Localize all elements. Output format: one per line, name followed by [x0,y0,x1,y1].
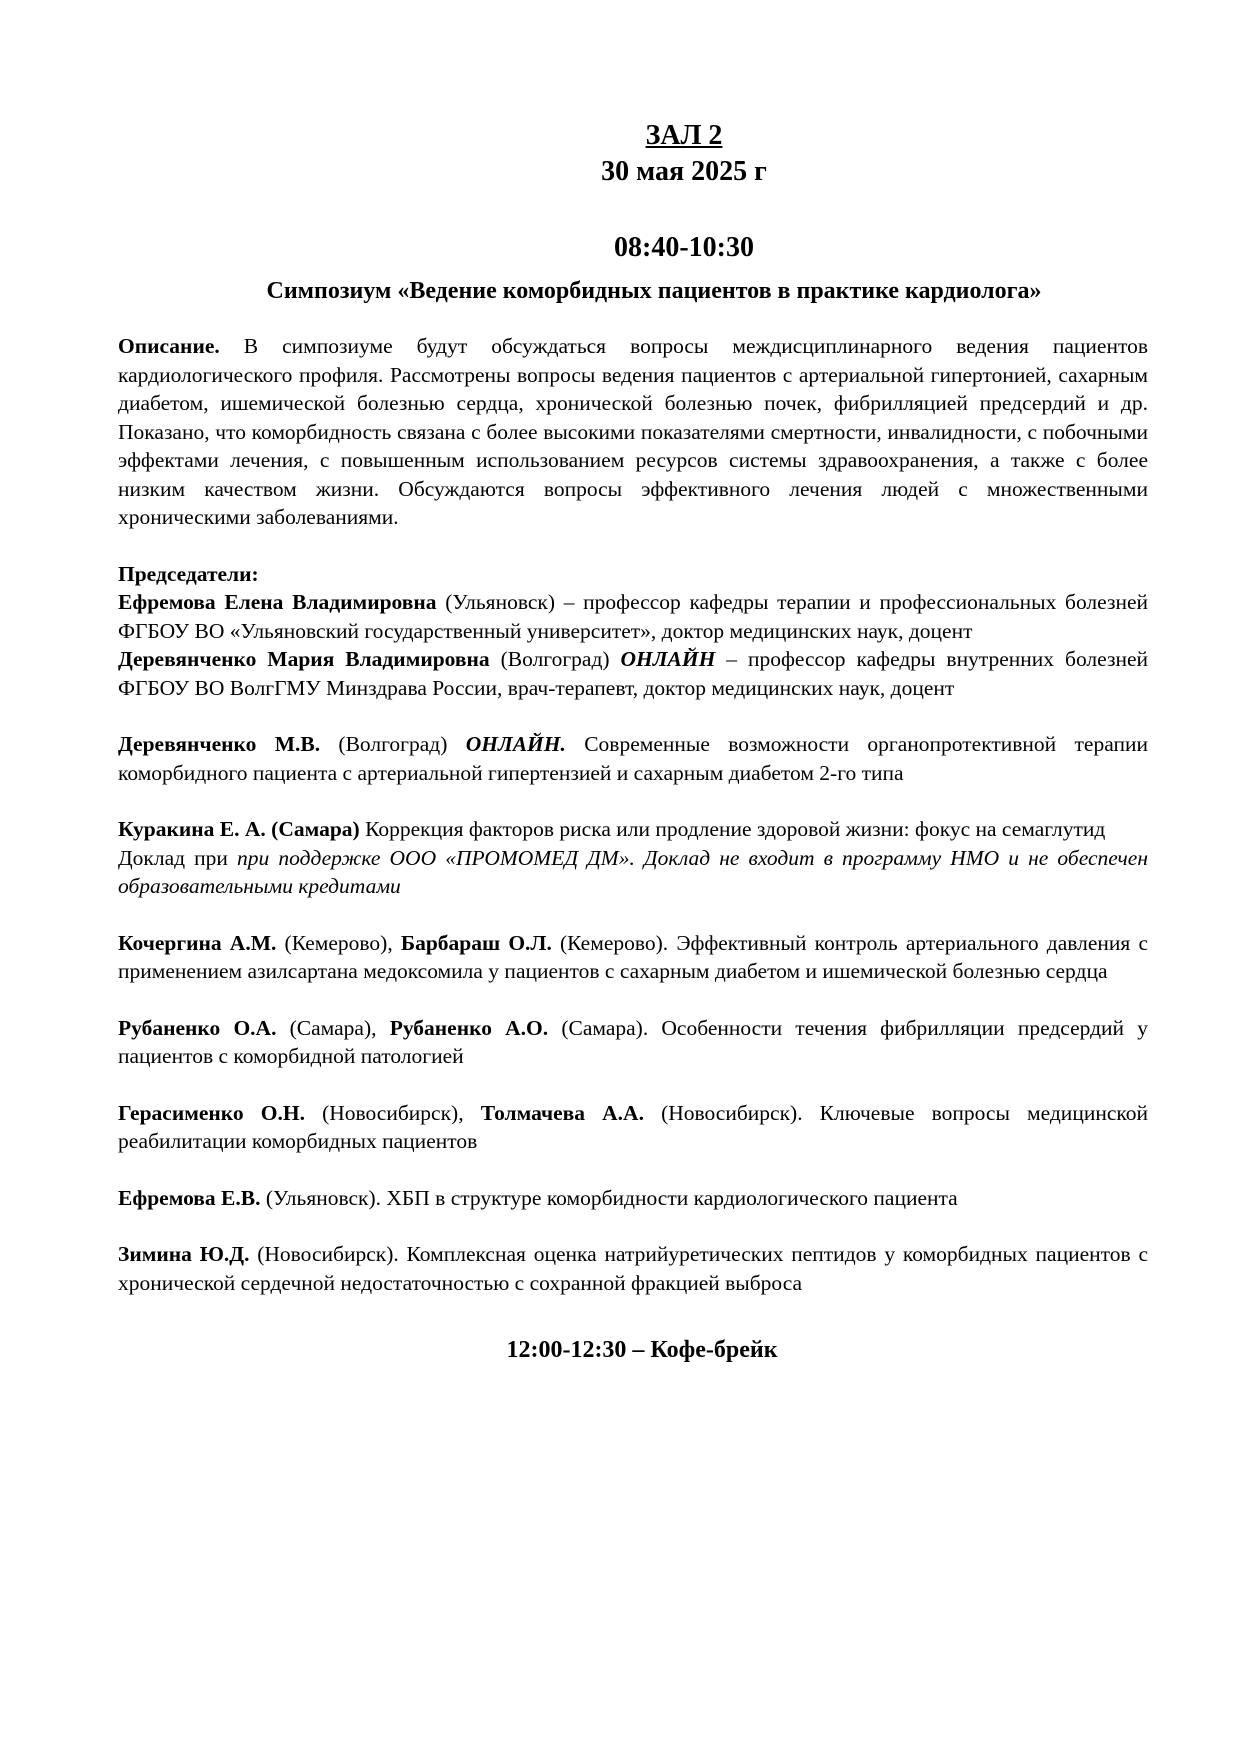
talk-item [118,815,1148,901]
talk-sponsor-note [118,844,1148,901]
talk-author: Куракина Е. А. (Самара) [118,817,360,841]
talk-author: Кочергина А.М. [118,930,277,955]
description-text: В симпозиуме будут обсуждаться вопросы междисциплинарного ведения пациентов кардиологического профиля. Рассмотрены вопросы ведения пациентов с артериальной гипертонией, сахарным диабетом, ишемической болезнью сердца, хронической болезнью почек, фибрилляцией предсердий и др. Показано, что коморбидность связана с более высокими показателями смертности, инвалидности, с побочными эффектами лечения, с повышенным использованием ресурсов системы здравоохранения, а также с более низким качеством жизни. Обсуждаются вопросы эффективного лечения людей с множественными хроническими заболеваниями. [118,334,1148,529]
talk-coauthor: Барбараш О.Л. [400,930,552,955]
talk-author: Рубаненко О.А. [118,1015,277,1040]
talk-title: (Кемерово). Эффективный контроль артериального давления с применением азилсартана медоксомила у пациентов с сахарным диабетом и ишемической болезнью сердца [118,930,1148,983]
chairs-label: Председатели: [118,561,259,586]
talk-item [118,1184,1148,1213]
talk-coauthor: Рубаненко А.О. [389,1015,549,1040]
coffee-break: 12:00-12:30 – Кофе-брейк [506,1337,778,1363]
online-badge: ОНЛАЙН. [465,732,566,756]
talk-item [118,929,1148,986]
hall-title: ЗАЛ 2 [645,120,723,151]
talk-author: Зимина Ю.Д. [118,1242,250,1266]
talk-item [118,1099,1148,1156]
description-paragraph [118,332,1148,532]
talk-title: Современные возможности органопротективной терапии коморбидного пациента с артериальной гипертензией и сахарным диабетом 2-го типа [118,732,1148,785]
talk-city: (Волгоград) [320,732,466,756]
chair-details: (Ульяновск) – профессор кафедры терапии и профессиональных болезней ФГБОУ ВО «Ульяновский государственный университет», доктор медицинских наук, доцент [118,590,1148,643]
description-label: Описание. [118,334,220,358]
session-time: 08:40-10:30 [614,232,754,263]
talk-author: Деревянченко М.В. [118,732,321,756]
online-badge: ОНЛАЙН [620,647,716,671]
chair-city: (Волгоград) [489,647,621,671]
chairs-section [118,560,1148,703]
talk-title: (Самара). Особенности течения фибрилляции предсердий у пациентов с коморбидной патологией [118,1015,1148,1068]
talk-title: (Новосибирск). Комплексная оценка натрийуретических пептидов у коморбидных пациентов с хронической сердечной недостаточностью с сохранной фракцией выброса [118,1242,1148,1295]
date-title: 30 мая 2025 г [601,156,767,187]
talk-item [118,1240,1148,1297]
talk-city: (Новосибирск), [304,1100,481,1125]
chair-item [118,645,1148,702]
talk-city: (Кемерово), [276,930,401,955]
talk-title: (Ульяновск). ХБП в структуре коморбидности кардиологического пациента [260,1185,958,1210]
sponsor-note-prefix: Доклад при [118,845,238,870]
program-page [118,118,1148,1365]
talk-line [118,815,1148,844]
chair-item [118,588,1148,645]
talk-title: Коррекция факторов риска или продление здоровой жизни: фокус на семаглутид [359,817,1106,841]
chair-name: Деревянченко Мария Владимировна [118,647,490,671]
chair-name: Ефремова Елена Владимировна [118,590,437,614]
talk-city: (Самара), [276,1015,390,1040]
symposium-title: Симпозиум «Ведение коморбидных пациентов в практике кардиолога» [266,278,1042,304]
sponsor-note-text: при поддержке ООО «ПРОМОМЕД ДМ». Доклад не входит в программу НМО и не обеспечен образовательными кредитами [118,845,1148,898]
talk-item [118,730,1148,787]
talk-item [118,1014,1148,1071]
chair-details: – профессор кафедры внутренних болезней ФГБОУ ВО ВолгГМУ Минздрава России, врач-терапевт, доктор медицинских наук, доцент [118,647,1148,700]
talk-title: (Новосибирск). Ключевые вопросы медицинской реабилитации коморбидных пациентов [118,1100,1148,1153]
talk-coauthor: Толмачева А.А. [480,1100,644,1125]
talk-author: Герасименко О.Н. [118,1100,305,1125]
talk-author: Ефремова Е.В. [118,1185,261,1210]
